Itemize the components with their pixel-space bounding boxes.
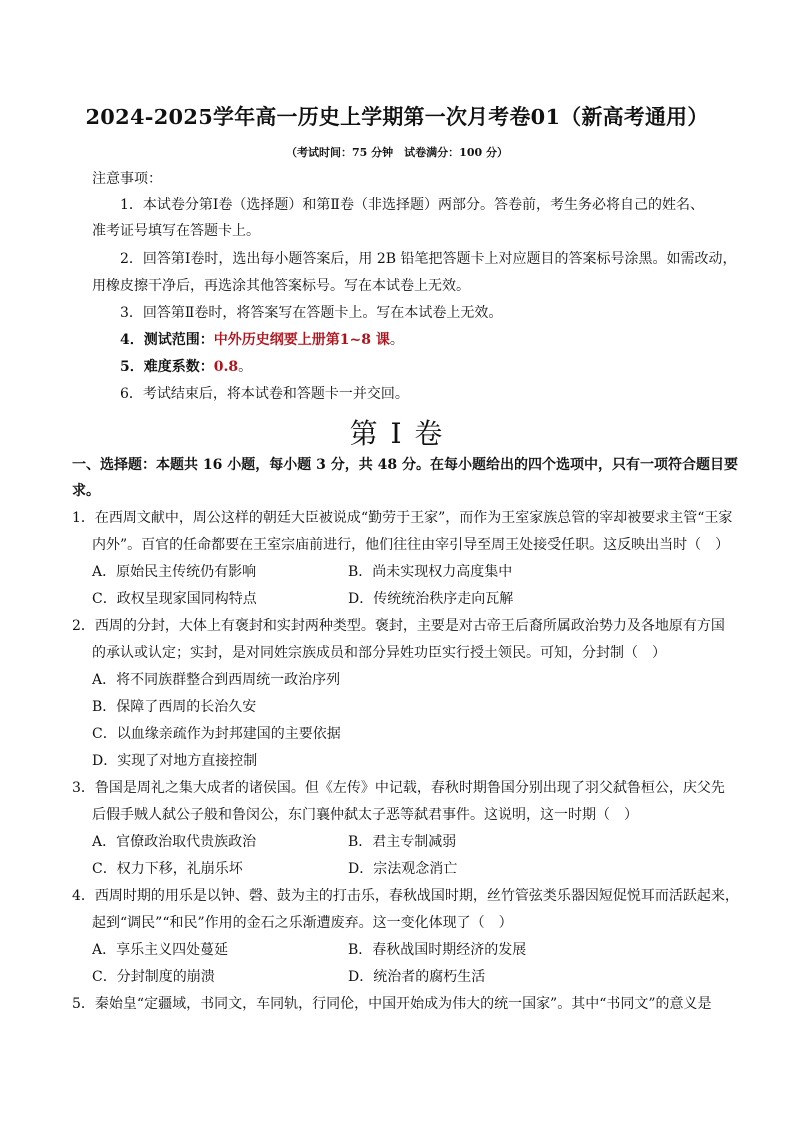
question-4-option-a: A．享乐主义四处蔓延 bbox=[92, 942, 229, 958]
question-4-line1: 4．西周时期的用乐是以钟、磬、鼓为主的打击乐，春秋战国时期，丝竹管弦类乐器因短促悦耳而活跃起来， bbox=[72, 888, 739, 904]
notice-item-1-line1: 1．本试卷分第Ⅰ卷（选择题）和第Ⅱ卷（非选择题）两部分。答卷前，考生务必将自己的姓名、 bbox=[120, 197, 704, 213]
question-2-option-c: C．以血缘亲疏作为封邦建国的主要依据 bbox=[92, 726, 341, 742]
question-2-line1: 2．西周的分封，大体上有褒封和实封两种类型。褒封，主要是对古帝王后裔所属政治势力及各地原有方国 bbox=[72, 618, 725, 634]
question-4-option-c: C．分封制度的崩溃 bbox=[92, 969, 215, 985]
question-1-option-b: B．尚未实现权力高度集中 bbox=[348, 564, 513, 580]
notice-item-4 bbox=[120, 331, 404, 349]
difficulty-value: 0.8 bbox=[213, 359, 239, 375]
exam-subtitle: （考试时间：75 分钟 试卷满分：100 分） bbox=[286, 146, 508, 159]
question-4-option-d: D．统治者的腐朽生活 bbox=[348, 969, 486, 985]
exam-title: 2024-2025学年高一历史上学期第一次月考卷01（新高考通用） bbox=[85, 104, 709, 129]
notice-item-6: 6．考试结束后，将本试卷和答题卡一并交回。 bbox=[120, 386, 409, 402]
question-3-line2: 后假手贼人弑公子般和鲁闵公，东门襄仲弑太子恶等弑君事件。这说明，这一时期（ ） bbox=[92, 807, 638, 823]
notice-item-3: 3．回答第Ⅱ卷时，将答案写在答题卡上。写在本试卷上无效。 bbox=[120, 305, 503, 321]
notice-item-5 bbox=[120, 358, 252, 376]
question-1-option-a: A．原始民主传统仍有影响 bbox=[92, 564, 257, 580]
section-intro-line1: 一、选择题：本题共 16 小题，每小题 3 分，共 48 分。在每小题给出的四个选项中，只有一项符合题目要 bbox=[72, 457, 738, 473]
notice-item-1-line2: 准考证号填写在答题卡上。 bbox=[92, 223, 260, 239]
question-2-line2: 的承认或认定；实封，是对同姓宗族成员和部分异姓功臣实行授土领民。可知，分封制（ ） bbox=[92, 645, 666, 661]
question-2-option-b: B．保障了西周的长治久安 bbox=[92, 699, 257, 715]
notice-item-5-suffix: 。 bbox=[238, 359, 253, 375]
question-5-line1: 5．秦始皇“定疆域，书同文，车同轨，行同伦，中国开始成为伟大的统一国家”。其中“书同文”的意义是 bbox=[72, 996, 712, 1012]
question-4-option-b: B．春秋战国时期经济的发展 bbox=[348, 942, 527, 958]
test-scope-value: 中外历史纲要上册第1~8 课 bbox=[213, 332, 390, 348]
question-1-line2: 内外”。百官的任命都要在王室宗庙前进行，他们往往由宰引导至周王处接受任职。这反映出当时（ ） bbox=[92, 537, 730, 553]
question-2-option-a: A．将不同族群整合到西周统一政治序列 bbox=[92, 672, 341, 688]
question-4-line2: 起到“调民”“和民”作用的金石之乐渐遭废弃。这一变化体现了（ ） bbox=[92, 915, 513, 931]
notice-item-2-line2: 用橡皮擦干净后，再选涂其他答案标号。写在本试卷上无效。 bbox=[92, 278, 470, 294]
section-title: 第 I 卷 bbox=[349, 417, 445, 450]
notice-heading: 注意事项： bbox=[92, 171, 162, 187]
notice-item-4-prefix: 4．测试范围： bbox=[120, 332, 214, 348]
question-3-option-c: C．权力下移，礼崩乐坏 bbox=[92, 861, 243, 877]
notice-item-5-prefix: 5．难度系数： bbox=[120, 359, 214, 375]
question-1-line1: 1．在西周文献中，周公这样的朝廷大臣被说成“勤劳于王家”，而作为王室家族总管的宰却被要求主管“王家 bbox=[72, 510, 733, 526]
question-1-option-c: C．政权呈现家国同构特点 bbox=[92, 591, 257, 607]
question-3-option-a: A．官僚政治取代贵族政治 bbox=[92, 834, 257, 850]
notice-item-2-line1: 2．回答第Ⅰ卷时，选出每小题答案后，用 2B 铅笔把答题卡上对应题目的答案标号涂黑。如需改动， bbox=[120, 251, 737, 267]
section-intro-line2: 求。 bbox=[72, 483, 100, 499]
question-3-option-d: D．宗法观念消亡 bbox=[348, 861, 458, 877]
question-3-option-b: B．君主专制减弱 bbox=[348, 834, 457, 850]
notice-item-4-suffix: 。 bbox=[389, 332, 404, 348]
question-2-option-d: D．实现了对地方直接控制 bbox=[92, 753, 258, 769]
question-1-option-d: D．传统统治秩序走向瓦解 bbox=[348, 591, 514, 607]
question-3-line1: 3．鲁国是周礼之集大成者的诸侯国。但《左传》中记载，春秋时期鲁国分别出现了羽父弑鲁桓公，庆父先 bbox=[72, 780, 725, 796]
